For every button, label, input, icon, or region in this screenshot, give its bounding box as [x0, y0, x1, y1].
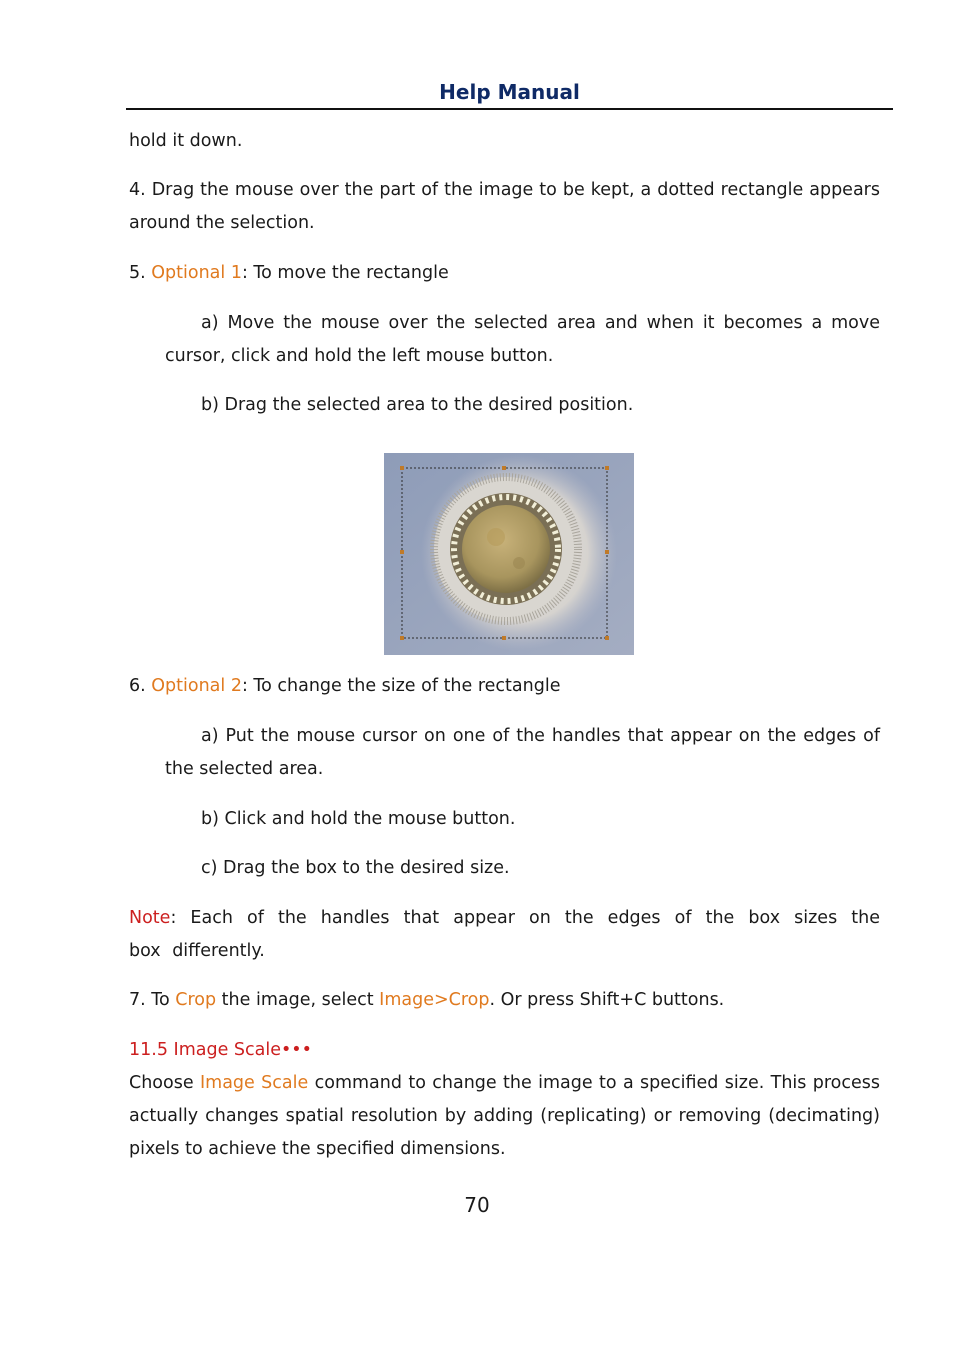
scale-text-b: command to change the image to a specified size. This process actually changes spatial resolution by adding (replicating) or removing (decimating) pixels to achieve the specified dimensions. — [129, 1073, 881, 1159]
paragraph-step-5b: b) Drag the selected area to the desired position. — [201, 395, 634, 415]
page-number: 70 — [464, 1193, 490, 1217]
step-5-number: 5. — [129, 263, 152, 283]
paragraph-step-5 — [129, 257, 880, 290]
step-6-number: 6. — [129, 676, 152, 696]
microorganism-image — [384, 453, 634, 655]
step-7-text-a: 7. To — [129, 990, 176, 1010]
image-scale-link[interactable]: Image Scale — [199, 1073, 309, 1093]
note-text: : Each of the handles that appear on the edges of the box sizes the box differently. — [129, 908, 880, 961]
page-header-title: Help Manual — [439, 80, 580, 104]
optional-2-link[interactable]: Optional 2 — [151, 676, 242, 696]
paragraph-step-6 — [129, 670, 880, 703]
step-5-text: : To move the rectangle — [241, 263, 449, 283]
step-6-text: : To change the size of the rectangle — [241, 676, 561, 696]
paragraph-step-5a: a) Move the mouse over the selected area and when it becomes a move cursor, click and hold the left mouse button. — [165, 313, 880, 366]
paragraph-hold-down: hold it down. — [129, 131, 243, 151]
paragraph-note — [129, 902, 880, 968]
image-crop-menu-link[interactable]: Image>Crop — [379, 990, 490, 1010]
section-heading-image-scale: 11.5 Image Scale••• — [129, 1040, 312, 1060]
paragraph-step-6b: b) Click and hold the mouse button. — [201, 809, 516, 829]
step-7-text-b: the image, select — [216, 990, 380, 1010]
paragraph-step-4: 4. Drag the mouse over the part of the image to be kept, a dotted rectangle appears around the selection. — [129, 180, 880, 233]
paragraph-image-scale — [129, 1067, 880, 1166]
paragraph-step-6a: a) Put the mouse cursor on one of the handles that appear on the edges of the selected area. — [165, 726, 880, 779]
scale-text-a: Choose — [129, 1073, 200, 1093]
crop-selection-figure — [384, 453, 634, 655]
header-divider — [126, 108, 893, 110]
paragraph-step-6c: c) Drag the box to the desired size. — [201, 858, 510, 878]
crop-link[interactable]: Crop — [175, 990, 217, 1010]
note-label: Note — [129, 908, 171, 928]
step-7-text-c: . Or press Shift+C buttons. — [489, 990, 725, 1010]
paragraph-step-7 — [129, 984, 880, 1017]
optional-1-link[interactable]: Optional 1 — [151, 263, 242, 283]
